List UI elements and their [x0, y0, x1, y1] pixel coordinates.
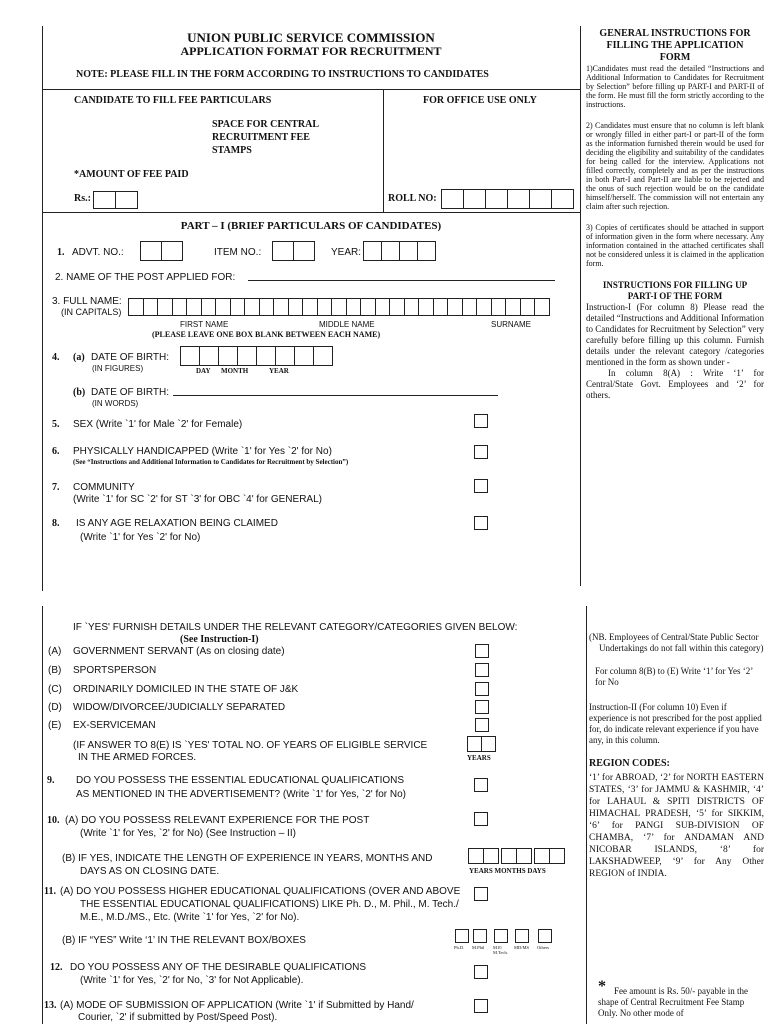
community-note: (Write `1' for SC `2' for ST `3' for OBC `4' for GENERAL): [73, 494, 322, 505]
ex-service-note: IN THE ARMED FORCES.: [78, 752, 197, 763]
advt-no-label: ADVT. NO.:: [72, 247, 124, 258]
qualification-box[interactable]: [538, 929, 552, 943]
form-title: UNION PUBLIC SERVICE COMMISSION: [187, 30, 435, 45]
age-relaxation-note: (Write `1' for Yes `2' for No): [80, 532, 201, 543]
category-box[interactable]: [475, 682, 489, 696]
q13-label: (A) MODE OF SUBMISSION OF APPLICATION (Write `1' if Submitted by Hand/: [60, 1000, 414, 1011]
q12-note: (Write `1' for Yes, `2' for No, `3' for Not Applicable).: [80, 975, 304, 986]
asterisk: *: [598, 978, 606, 995]
name-char-box[interactable]: [128, 298, 144, 316]
q3-capitals-label: (IN CAPITALS): [61, 307, 122, 317]
category-box[interactable]: [475, 700, 489, 714]
advt-no-boxes[interactable]: [140, 241, 183, 261]
name-char-box[interactable]: [418, 298, 434, 316]
in-figures-label: (IN FIGURES): [92, 364, 144, 373]
name-char-box[interactable]: [230, 298, 246, 316]
q10a-note: (Write `1' for Yes, `2' for No) (See Instruction – II): [80, 828, 296, 839]
q6-number: 6.: [52, 446, 60, 457]
full-name-boxes[interactable]: [128, 298, 550, 316]
name-char-box[interactable]: [520, 298, 536, 316]
category-box[interactable]: [475, 663, 489, 677]
category-key: (C): [48, 684, 62, 695]
age-relaxation-label: IS ANY AGE RELAXATION BEING CLAIMED: [76, 518, 278, 529]
fee-heading: CANDIDATE TO FILL FEE PARTICULARS: [74, 95, 272, 106]
stamp-label: SPACE FOR CENTRAL: [212, 119, 320, 130]
q10a-label: (A) DO YOU POSSESS RELEVANT EXPERIENCE FOR THE POST: [65, 815, 370, 826]
day-caption: DAY: [196, 367, 211, 375]
instruction-3: 3) Copies of certificates should be attached in support of information given in the form where necessary. Any information contained in the attached certificates shall not be considered unless it is claimed in the application form.: [586, 223, 764, 268]
name-char-box[interactable]: [491, 298, 507, 316]
q9-number: 9.: [47, 775, 55, 786]
name-char-box[interactable]: [157, 298, 173, 316]
q12-label: DO YOU POSSESS ANY OF THE DESIRABLE QUALIFICATIONS: [70, 962, 367, 973]
first-name-caption: FIRST NAME: [180, 320, 229, 329]
form-left-border: [42, 606, 43, 1024]
column-8-note: For column 8(B) to (E) Write ‘1’ for Yes ‘2’ for No: [595, 666, 753, 687]
years-caption: YEARS: [467, 754, 491, 762]
q10b-label: DAYS AS ON CLOSING DATE.: [80, 866, 220, 877]
column-8a-note: In column 8(A) : Write ‘1’ for Central/State Govt. Employees and ‘2’ for others.: [586, 368, 764, 400]
name-char-box[interactable]: [302, 298, 318, 316]
region-codes: ‘1’ for ABROAD, ‘2’ for NORTH EASTERN STATES, ‘3’ for JAMMU & KASHMIR, ‘4’ for LAHAUL & SPITI DISTRICTS OF HIMACHAL PRADESH, ‘5’ for SIKKIM, ‘6’ for PANGI SUB-DIVISION OF CHAMBA, ‘7’ for ANDAMAN AND NICOBAR ISLANDS, ‘8’ for LAKSHADWEEP, ‘9’ for Any Other REGION of INDIA.: [589, 773, 764, 879]
name-char-box[interactable]: [476, 298, 492, 316]
dob-words-label: DATE OF BIRTH:: [91, 387, 169, 398]
name-char-box[interactable]: [534, 298, 550, 316]
dob-figures-label: DATE OF BIRTH:: [91, 352, 169, 363]
name-char-box[interactable]: [288, 298, 304, 316]
qualification-caption: MD/MS: [514, 945, 530, 950]
ymd-caption: YEARS MONTHS DAYS: [469, 867, 546, 875]
q5-number: 5.: [52, 419, 60, 430]
q13-number: 13.: [44, 1000, 57, 1011]
q9-label: AS MENTIONED IN THE ADVERTISEMENT? (Write `1' for Yes, `2' for No): [76, 789, 407, 800]
higher-qualification-box[interactable]: [474, 887, 488, 901]
category-key: (B): [48, 665, 62, 676]
divider: [42, 89, 580, 90]
qualification-box[interactable]: [494, 929, 508, 943]
qualification-caption: M.E/ M.Tech.: [493, 945, 508, 955]
q11b-label: (B) IF “YES” Write ‘1’ IN THE RELEVANT BOX/BOXES: [62, 935, 306, 946]
q13-note: Courier, `2' if submitted by Post/Speed Post).: [78, 1012, 278, 1023]
handicapped-box[interactable]: [474, 445, 488, 459]
instruction-2: 2) Candidates must ensure that no column is left blank or wrongly filled in either part-I or part-II of the form as the information furnished therein would be used for deciding the eligibility and suitability of the candidates for being called for the interview. Applications not filled correctly, completely and as per the instructions in both Part-I and Part-II are liable to be rejected and the onus of such rejection would be on the candidate himself/herself. The commission will not entertain any claim after such rejection.: [586, 121, 764, 211]
q7-number: 7.: [52, 482, 60, 493]
roll-no-label: ROLL NO:: [388, 193, 437, 204]
ex-service-note: (IF ANSWER TO 8(E) IS `YES' TOTAL NO. OF YEARS OF ELIGIBLE SERVICE: [73, 740, 428, 751]
q2-post-label: 2. NAME OF THE POST APPLIED FOR:: [55, 272, 236, 283]
name-char-box[interactable]: [215, 298, 231, 316]
see-instruction-i: (See Instruction-I): [180, 634, 259, 645]
name-instruction: (PLEASE LEAVE ONE BOX BLANK BETWEEN EACH NAME): [152, 330, 381, 339]
instruction-1: 1)Candidates must read the detailed “Instructions and Additional Information to Candidates for Recruitment by Selection” before filling up PART-I and PART-II of the form. He must fill the form strictly according to the instructions.: [586, 64, 764, 109]
form-left-border: [42, 26, 43, 591]
qualification-box[interactable]: [455, 929, 469, 943]
fee-amount-label: *AMOUNT OF FEE PAID: [74, 169, 189, 180]
middle-name-caption: MIDDLE NAME: [319, 320, 375, 329]
q10b-label: (B) IF YES, INDICATE THE LENGTH OF EXPERIENCE IN YEARS, MONTHS AND: [62, 853, 433, 864]
stamp-label: RECRUITMENT FEE: [212, 132, 310, 143]
age-relaxation-box[interactable]: [474, 516, 488, 530]
category-label: WIDOW/DIVORCEE/JUDICIALLY SEPARATED: [73, 702, 286, 713]
fee-amount-boxes[interactable]: [93, 191, 138, 209]
q1-number: 1.: [57, 247, 65, 258]
item-no-label: ITEM NO.:: [214, 247, 262, 258]
service-years-boxes[interactable]: [467, 736, 496, 752]
divider: [42, 212, 580, 213]
name-char-box[interactable]: [317, 298, 333, 316]
q11a-label: M.E., M.D./MS., Etc. (Write `1' for Yes, `2' for No).: [80, 912, 300, 923]
name-char-box[interactable]: [186, 298, 202, 316]
year-boxes[interactable]: [363, 241, 436, 261]
q4a-marker: (a): [73, 352, 85, 363]
name-char-box[interactable]: [389, 298, 405, 316]
name-char-box[interactable]: [346, 298, 362, 316]
q11a-label: THE ESSENTIAL EDUCATIONAL QUALIFICATIONS) LIKE Ph. D., M. Phil., M. Tech./: [80, 899, 459, 910]
category-label: EX-SERVICEMAN: [73, 720, 156, 731]
category-key: (E): [48, 720, 62, 731]
qualification-box[interactable]: [515, 929, 529, 943]
experience-length-boxes[interactable]: [468, 848, 565, 864]
name-char-box[interactable]: [244, 298, 260, 316]
region-codes-title: REGION CODES:: [589, 758, 670, 769]
post-applied-field[interactable]: [248, 280, 555, 281]
relevant-experience-box[interactable]: [474, 812, 488, 826]
fee-note: Fee amount is Rs. 50/- payable in the shape of Central Recruitment Fee Stamp Only. No other mode of: [598, 986, 748, 1018]
name-char-box[interactable]: [172, 298, 188, 316]
part-one-instructions-title: INSTRUCTIONS FOR FILLING UP: [602, 280, 748, 290]
dob-figures-boxes[interactable]: [180, 346, 333, 366]
nb-note: (NB. Employees of Central/State Public Sector Undertakings do not fall within this category): [589, 632, 764, 653]
divider: [383, 89, 384, 212]
q4-number: 4.: [52, 352, 60, 363]
category-label: GOVERNMENT SERVANT (As on closing date): [73, 646, 285, 657]
dob-words-field[interactable]: [173, 395, 498, 396]
instruction-i: Instruction-I (For column 8) Please read the detailed “Instructions and Additional Information to Candidates for Recruitment by Selection” very carefully before filling up this column. Furnish details under the relevant category /categories mentioned in the form as shown under -: [586, 302, 764, 367]
q8-number: 8.: [52, 518, 60, 529]
instruction-ii: Instruction-II (For column 10) Even if experience is not prescribed for the post applied for, do indicate relevant experience if you have any, in this column.: [589, 702, 762, 745]
q9-label: DO YOU POSSESS THE ESSENTIAL EDUCATIONAL QUALIFICATIONS: [76, 775, 405, 786]
name-char-box[interactable]: [331, 298, 347, 316]
handicapped-label: PHYSICALLY HANDICAPPED (Write `1' for Yes `2' for No): [73, 446, 332, 457]
name-char-box[interactable]: [433, 298, 449, 316]
form-subtitle: APPLICATION FORMAT FOR RECRUITMENT: [180, 44, 442, 58]
part-one-title: PART – I (BRIEF PARTICULARS OF CANDIDATES): [180, 220, 442, 232]
rs-label: Rs.:: [74, 193, 91, 204]
sex-label: SEX (Write `1' for Male `2' for Female): [73, 419, 243, 430]
qualification-caption: Others: [537, 945, 549, 950]
name-char-box[interactable]: [360, 298, 376, 316]
roll-no-boxes[interactable]: [441, 189, 574, 209]
form-right-border: [586, 606, 587, 1024]
if-yes-heading: IF `YES' FURNISH DETAILS UNDER THE RELEVANT CATEGORY/CATEGORIES GIVEN BELOW:: [73, 622, 518, 633]
name-char-box[interactable]: [273, 298, 289, 316]
q4b-marker: (b): [73, 387, 86, 398]
form-right-border: [580, 26, 581, 586]
form-note: NOTE: PLEASE FILL IN THE FORM ACCORDING TO INSTRUCTIONS TO CANDIDATES: [76, 69, 489, 80]
essential-qualification-box[interactable]: [474, 778, 488, 792]
q11-number: 11.: [44, 886, 56, 897]
desirable-qualification-box[interactable]: [474, 965, 488, 979]
office-use-heading: FOR OFFICE USE ONLY: [423, 95, 537, 106]
part-one-instructions-title: PART-I OF THE FORM: [627, 291, 723, 301]
category-key: (A): [48, 646, 62, 657]
name-char-box[interactable]: [143, 298, 159, 316]
community-box[interactable]: [474, 479, 488, 493]
surname-caption: SURNAME: [491, 320, 532, 329]
submission-mode-box[interactable]: [474, 999, 488, 1013]
qualification-box[interactable]: [473, 929, 487, 943]
q11a-label: (A) DO YOU POSSESS HIGHER EDUCATIONAL QUALIFICATIONS (OVER AND ABOVE: [60, 886, 461, 897]
year-label: YEAR:: [331, 247, 362, 258]
q10-number: 10.: [47, 815, 60, 826]
name-char-box[interactable]: [447, 298, 463, 316]
instructions-title: FILLING THE APPLICATION: [606, 40, 744, 51]
general-instructions: [586, 28, 764, 401]
sex-box[interactable]: [474, 414, 488, 428]
category-key: (D): [48, 702, 62, 713]
category-label: SPORTSPERSON: [73, 665, 157, 676]
q12-number: 12.: [50, 962, 63, 973]
name-char-box[interactable]: [259, 298, 275, 316]
stamp-label: STAMPS: [212, 145, 252, 156]
month-caption: MONTH: [221, 367, 249, 375]
qualification-caption: M.Phil: [472, 945, 485, 950]
name-char-box[interactable]: [404, 298, 420, 316]
item-no-boxes[interactable]: [272, 241, 315, 261]
year-caption: YEAR: [269, 367, 289, 375]
qualification-caption: Ph.D.: [454, 945, 465, 950]
in-words-label: (IN WORDS): [92, 399, 139, 408]
name-char-box[interactable]: [505, 298, 521, 316]
community-label: COMMUNITY: [73, 482, 135, 493]
category-label: ORDINARILY DOMICILED IN THE STATE OF J&K: [73, 684, 299, 695]
name-char-box[interactable]: [375, 298, 391, 316]
name-char-box[interactable]: [462, 298, 478, 316]
category-box[interactable]: [475, 718, 489, 732]
instructions-continued: [589, 632, 764, 880]
q3-full-name-label: 3. FULL NAME:: [52, 296, 122, 307]
name-char-box[interactable]: [201, 298, 217, 316]
category-box[interactable]: [475, 644, 489, 658]
instructions-title: FORM: [659, 52, 691, 63]
handicapped-note: (See “Instructions and Additional Information to Candidates for Recruitment by Selection”): [73, 458, 349, 466]
instructions-title: GENERAL INSTRUCTIONS FOR: [599, 28, 751, 39]
